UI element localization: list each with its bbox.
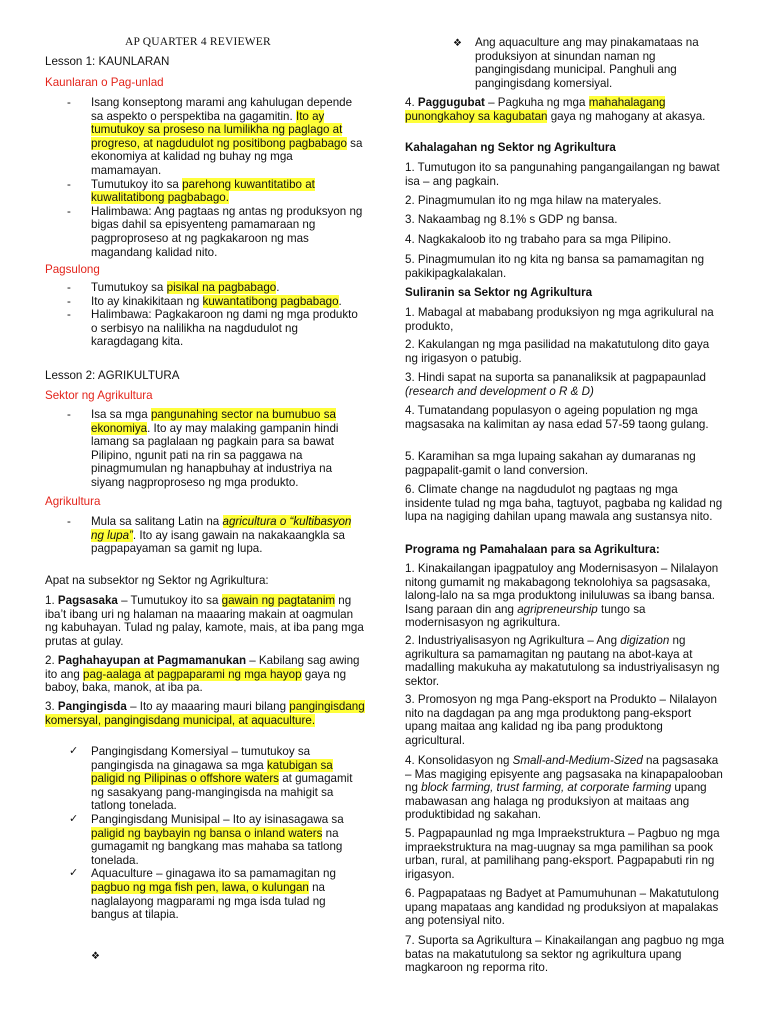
list-item: - Isa sa mga pangunahing sector na bumubuo sa ekonomiya. Ito ay may malaking gampanin hindi lamang sa paglalaan ng pagkain para sa bawat Pilipino, ngunit pati na rin sa paggawa na pinagmumulan ng hanapbuhay at industriya na siyang nagproproseso ng mga produkto. [45, 408, 365, 490]
programa-1: 1. Kinakailangan ipagpatuloy ang Modernisasyon – Nilalayon nitong gumamit ng makabagong teknolohiya sa pagsasaka, lalong-lalo na sa mga produktong iniluluwas sa ibang bansa. Isang paraan din ang agripreneurship tungo sa modernisasyon ng agrikultura. [405, 562, 719, 630]
subsektor-2: 2. Paghahayupan at Pagmamanukan – Kabilang sag awing ito ang pag-aalaga at pagpaparami ng mga hayop gaya ng baboy, baka, manok, at iba pa. [45, 654, 360, 695]
suliranin-3: 3. Hindi sapat na suporta sa pananaliksik at pagpapaunlad (research and development o R & D) [405, 371, 707, 398]
sektor-heading: Sektor ng Agrikultura [45, 389, 153, 402]
kaunlaran-list [45, 96, 365, 259]
check-icon: ✓ [69, 745, 79, 757]
kahalagahan-heading: Kahalagahan ng Sektor ng Agrikultura [405, 141, 616, 154]
list-item: ✓ Aquaculture – ginagawa ito sa pamamagitan ng pagbuo ng mga fish pen, lawa, o kulungan na naglalayong magparami ng mga isda tulad ng bangus at tilapia. [69, 867, 336, 922]
agrikultura-heading: Agrikultura [45, 495, 101, 508]
check-icon: ✓ [69, 867, 79, 880]
aquaculture-note: Ang aquaculture ang may pinakamataas na produksiyon at sinundan naman ng pangingisdang municipal. Panghuli ang pangingisdang komersiyal. [475, 36, 699, 90]
subsektor-3: 3. Pangingisda – Ito ay maaaring mauri bilang pangingisdang komersyal, pangingisdang municipal, at aquaculture. [45, 700, 365, 727]
list-item: - Ito ay kinakikitaan ng kuwantatibong pagbabago. [45, 295, 365, 309]
programa-heading: Programa ng Pamahalaan para sa Agrikultura: [405, 543, 660, 556]
pangingisda-list [45, 745, 365, 922]
list-item: - Mula sa salitang Latin na agricultura o “kultibasyon ng lupa”. Ito ay isang gawain na nakakaangkla sa pagpapayaman sa gamit ng lupa. [45, 515, 365, 556]
list-item: ✓ Pangingisdang Munisipal – Ito ay isinasagawa sa paligid ng baybayin ng bansa o inland waters na gumagamit ng bangkang mas mahaba sa tatlong tonelada. [69, 812, 344, 867]
suliranin-2: 2. Kakulangan ng mga pasilidad na makatutulong dito gaya ng irigasyon o patubig. [405, 338, 710, 365]
programa-7: 7. Suporta sa Agrikultura – Kinakailangan ang pagbuo ng mga batas na makatutulong sa sektor ng agrikultura upang magkaroon ng reporma rito. [405, 934, 725, 975]
diamond-bullet-icon: ❖ [453, 38, 462, 49]
subsektor-1: 1. Pagsasaka – Tumutukoy ito sa gawain ng pagtatanim ng iba’t ibang uri ng halaman na maaaring makain at oagmulan ng kabuhayan. Tulad ng palay, kamote, mais, at iba pang mga prutas at gulay. [45, 594, 364, 648]
subsektor-intro: Apat na subsektor ng Sektor ng Agrikultura: [45, 574, 269, 587]
sektor-list [45, 408, 365, 490]
pagsulong-heading: Pagsulong [45, 263, 100, 276]
list-item: - Isang konseptong marami ang kahulugan depende sa aspekto o perspektiba na gagamitin. Ito ay tumutukoy sa proseso na lumilikha ng paglago at progreso, at nagdudulot ng positibong pagbabago sa ekonomiya at kalidad ng buhay ng mga mamamayan. [45, 96, 365, 178]
document-title: AP QUARTER 4 REVIEWER [125, 36, 271, 48]
kahalagahan-5: 5. Pinagmumulan ito ng kita ng bansa sa pamamagitan ng pakikipagkalakalan. [405, 253, 705, 280]
kahalagahan-4: 4. Nagkakaloob ito ng trabaho para sa mga Pilipino. [405, 233, 672, 246]
kahalagahan-3: 3. Nakaambag ng 8.1% s GDP ng bansa. [405, 213, 618, 226]
check-icon: ✓ [69, 812, 79, 825]
programa-5: 5. Pagpapaunlad ng mga Impraekstruktura – Pagbuo ng mga impraekstruktura na mag-uugnay sa mga pamilihan sa pook urban, rural, at pamilihang pang-eksport. Pagpapabuti rin ng irigasyon. [405, 827, 720, 881]
programa-4: 4. Konsolidasyon ng Small-and-Medium-Sized na pagsasaka – Mas magiging episyente ang pagsasaka na kinapapalooban ng block farming, trust farming, at corporate farming upang mabawasan ang halaga ng produksiyon at maitaas ang produktibidad ng sakahan. [405, 754, 723, 822]
list-item: - Tumutukoy ito sa parehong kuwantitatibo at kuwalitatibong pagbabago. [45, 178, 365, 205]
list-item: - Halimbawa: Pagkakaroon ng dami ng mga produkto o serbisyo na nalilikha na nagdudulot ng karagdagang kita. [45, 308, 365, 349]
diamond-bullet-icon: ❖ [91, 951, 100, 962]
list-item: - Tumutukoy sa pisikal na pagbabago. [45, 281, 365, 295]
lesson2-heading: Lesson 2: AGRIKULTURA [45, 369, 180, 382]
suliranin-4: 4. Tumatandang populasyon o ageing population ng mga magsasaka na kalimitan ay nasa edad 57-59 taong gulang. [405, 404, 709, 431]
kahalagahan-1: 1. Tumutugon ito sa pangunahing pangangailangan ng bawat isa – ang pagkain. [405, 161, 720, 188]
left-column [45, 0, 365, 962]
pagsulong-list [45, 281, 365, 349]
subsektor-4: 4. Paggugubat – Pagkuha ng mga mahahalagang punongkahoy sa kagubatan gaya ng mahogany at akasya. [405, 96, 706, 123]
programa-6: 6. Pagpapataas ng Badyet at Pamumuhunan – Makatutulong upang mapataas ang kandidad ng produksiyon at mapalakas ang potensiyal nito. [405, 887, 719, 928]
kaunlaran-heading: Kaunlaran o Pag-unlad [45, 76, 164, 89]
suliranin-1: 1. Mabagal at mababang produksiyon ng mga agrikulural na produkto, [405, 306, 714, 333]
suliranin-5: 5. Karamihan sa mga lupaing sakahan ay dumaranas ng pagpapalit-gamit o land conversion. [405, 450, 696, 477]
lesson1-heading: Lesson 1: KAUNLARAN [45, 55, 170, 68]
programa-3: 3. Promosyon ng mga Pang-eksport na Produkto – Nilalayon nito na dagdagan pa ang mga produktong pang-eksport upang maitaa ang kalidad ng iba pang produktong agricultural. [405, 693, 717, 747]
kahalagahan-2: 2. Pinagmumulan ito ng mga hilaw na materyales. [405, 194, 662, 207]
list-item: ✓ Pangingisdang Komersiyal – tumutukoy sa pangingisda na ginagawa sa mga katubigan sa paligid ng Pilipinas o offshore waters at gumagamit ng sasakyang pang-mangingisda na mahigit sa tatlong tonelada. [69, 745, 353, 813]
programa-2: 2. Industriyalisasyon ng Agrikultura – Ang digization ng agrikultura sa pamamagitan ng pautang na abot-kaya at madalling makukuha ay makatutulong sa industriyalisasyn ng sektor. [405, 634, 720, 688]
suliranin-heading: Suliranin sa Sektor ng Agrikultura [405, 286, 593, 299]
agrikultura-list [45, 515, 365, 556]
suliranin-6: 6. Climate change na nagdudulot ng pagtaas ng mga insidente tulad ng mga baha, tagtuyot, pagbaba ng kalidad ng lupa na nagiging dahilan upang mawala ang sustansya nito. [405, 483, 723, 524]
list-item: - Halimbawa: Ang pagtaas ng antas ng produksyon ng bigas dahil sa episyenteng pamamaraan ng pagproproseso at ng pagkakaroon ng mas magandang kalidad nito. [45, 205, 365, 259]
